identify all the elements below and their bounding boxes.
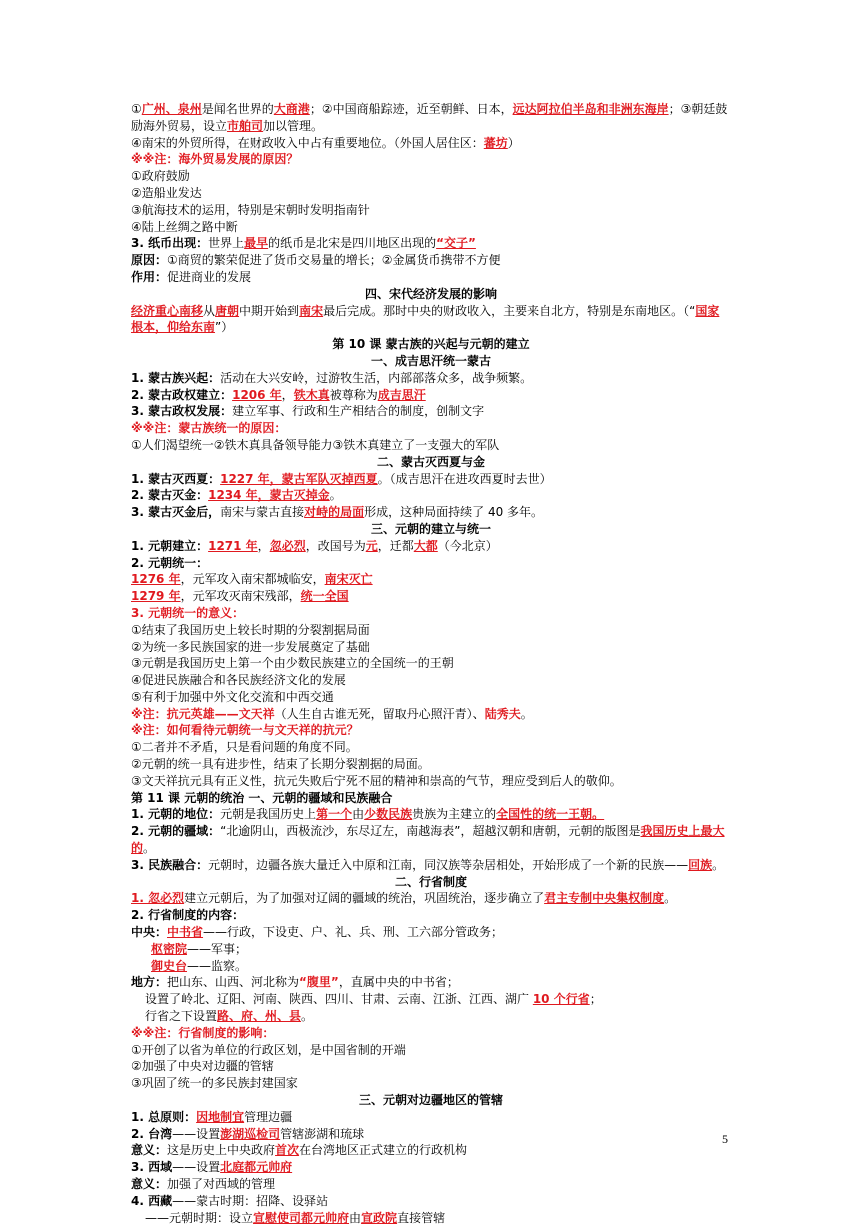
text-line bbox=[131, 303, 731, 337]
text-segment: ——行政，下设吏、户、礼、兵、刑、工六部分管政务； bbox=[203, 925, 504, 940]
text-segment: ； bbox=[589, 992, 602, 1007]
highlighted-text: 第一个 bbox=[316, 807, 353, 822]
text-line bbox=[131, 185, 731, 202]
highlighted-text: 2. 台湾 bbox=[131, 1126, 173, 1141]
highlighted-text: 经济重心南移 bbox=[131, 303, 204, 318]
text-segment: ③航海技术的运用，特别是宋朝时发明指南针 bbox=[131, 202, 370, 217]
highlighted-text: 地方： bbox=[131, 975, 168, 990]
text-segment: ①二者并不矛盾，只是看问题的角度不同。 bbox=[131, 740, 358, 755]
text-segment: ，直属中央的中书省； bbox=[338, 975, 459, 990]
text-segment: ， bbox=[257, 538, 270, 553]
text-line bbox=[131, 874, 731, 891]
text-segment: 元朝是我国历史上 bbox=[220, 807, 317, 822]
text-segment: ③元朝是我国历史上第一个由少数民族建立的全国统一的王朝 bbox=[131, 656, 454, 671]
text-segment: 直接管辖 bbox=[397, 1210, 446, 1225]
text-segment: 促进商业的发展 bbox=[167, 269, 252, 284]
text-segment: 管辖澎湖和琉球 bbox=[280, 1126, 365, 1141]
text-line bbox=[131, 689, 731, 706]
highlighted-text: 一、成吉思汗统一蒙古 bbox=[370, 353, 491, 368]
text-segment: 最后完成。那时中央的财政收入，主要来自北方，特别是东南地区。（“ bbox=[323, 303, 696, 318]
text-line bbox=[131, 437, 731, 454]
text-segment: 。 bbox=[712, 857, 725, 872]
text-segment: ③巩固了统一的多民族封建国家 bbox=[131, 1076, 298, 1091]
highlighted-text: 北庭都元帅府 bbox=[220, 1160, 293, 1175]
text-line bbox=[131, 571, 731, 588]
highlighted-text: 3. 元朝统一的意义： bbox=[131, 605, 245, 620]
text-line bbox=[131, 202, 731, 219]
highlighted-text: ※※注：海外贸易发展的原因？ bbox=[131, 152, 299, 167]
highlighted-text: 3. 蒙古政权发展： bbox=[131, 404, 233, 419]
text-line bbox=[131, 387, 731, 404]
text-segment: 在台湾地区正式建立的行政机构 bbox=[299, 1143, 468, 1158]
text-line bbox=[131, 168, 731, 185]
highlighted-text: ※注：如何看待元朝统一与文天祥的抗元？ bbox=[131, 723, 359, 738]
text-line bbox=[131, 941, 731, 958]
highlighted-text: 2. 蒙古政权建立： bbox=[131, 387, 233, 402]
highlighted-text: 中央： bbox=[131, 925, 168, 940]
text-line bbox=[131, 1109, 731, 1126]
page-number: 5 bbox=[722, 1132, 728, 1146]
highlighted-text: 国家根本，仰给东南 bbox=[131, 303, 720, 335]
highlighted-text: 宣政院 bbox=[361, 1210, 398, 1225]
text-segment: 的纸币是北宋是四川地区出现的 bbox=[268, 236, 437, 251]
text-segment: （人生自古谁无死，留取丹心照汗青）、 bbox=[274, 706, 485, 721]
highlighted-text: 意义： bbox=[131, 1143, 168, 1158]
text-segment: 建立元朝后，为了加强对辽阔的疆域的统治，巩固统治，逐步确立了 bbox=[184, 891, 545, 906]
text-line bbox=[131, 336, 731, 353]
highlighted-text: 成吉思汗 bbox=[377, 387, 426, 402]
text-segment: ，迁都 bbox=[377, 538, 414, 553]
text-line bbox=[131, 235, 731, 252]
highlighted-text: 南宋 bbox=[299, 303, 324, 318]
text-line bbox=[131, 924, 731, 941]
text-line bbox=[131, 521, 731, 538]
text-line bbox=[131, 974, 731, 991]
text-segment: ①结束了我国历史上较长时期的分裂割据局面 bbox=[131, 622, 370, 637]
text-segment: ——设置 bbox=[172, 1126, 221, 1141]
text-line bbox=[131, 1142, 731, 1159]
highlighted-text: ※注：抗元英雄——文天祥 bbox=[131, 706, 275, 721]
document-page bbox=[131, 101, 731, 1226]
text-segment: ，改国号为 bbox=[305, 538, 366, 553]
text-segment: ④陆上丝绸之路中断 bbox=[131, 219, 238, 234]
highlighted-text: 10 个行省 bbox=[532, 992, 590, 1007]
highlighted-text: 三、元朝的建立与统一 bbox=[370, 521, 491, 536]
highlighted-text: “腹里” bbox=[299, 975, 339, 990]
text-segment: 由 bbox=[352, 807, 365, 822]
text-line bbox=[131, 286, 731, 303]
text-segment: 。 bbox=[329, 488, 342, 503]
text-line bbox=[131, 907, 731, 924]
highlighted-text: 首次 bbox=[275, 1143, 300, 1158]
text-line bbox=[131, 219, 731, 236]
highlighted-text: “交子” bbox=[436, 236, 476, 251]
highlighted-text: 第 11 课 元朝的统治 一、元朝的疆域和民族融合 bbox=[131, 790, 393, 805]
text-line bbox=[131, 1193, 731, 1210]
highlighted-text: 铁木真 bbox=[293, 387, 330, 402]
text-line bbox=[131, 672, 731, 689]
highlighted-text: 我国历史上最大的 bbox=[131, 824, 725, 856]
text-line bbox=[131, 269, 731, 286]
highlighted-text: 对峙的局面 bbox=[304, 505, 365, 520]
text-segment: ②造船业发达 bbox=[131, 185, 202, 200]
text-line bbox=[131, 487, 731, 504]
highlighted-text: 南宋灭亡 bbox=[324, 572, 373, 587]
text-segment: ， bbox=[281, 387, 294, 402]
text-segment: （今北京） bbox=[437, 538, 498, 553]
text-line bbox=[131, 1159, 731, 1176]
text-segment: 这是历史上中央政府 bbox=[167, 1143, 276, 1158]
highlighted-text: 大商港 bbox=[273, 102, 310, 116]
text-segment: ①商贸的繁荣促进了货币交易量的增长；②金属货币携带不方便 bbox=[167, 253, 501, 268]
highlighted-text: 1271 年 bbox=[208, 538, 258, 553]
text-segment: ⑤有利于加强中外文化交流和中西交通 bbox=[131, 689, 334, 704]
text-line bbox=[131, 1025, 731, 1042]
text-segment: ） bbox=[507, 135, 520, 150]
text-segment: 。（成吉思汗在进攻西夏时去世） bbox=[377, 471, 552, 486]
highlighted-text: 2. 蒙古灭金： bbox=[131, 488, 209, 503]
highlighted-text: 因地制宜 bbox=[196, 1109, 245, 1124]
highlighted-text: 中书省 bbox=[167, 925, 204, 940]
text-segment: ④促进民族融合和各民族经济文化的发展 bbox=[131, 673, 346, 688]
highlighted-text: 1. 蒙古族兴起： bbox=[131, 370, 221, 385]
highlighted-text: 3. 蒙古灭金后， bbox=[131, 505, 221, 520]
text-segment: 元朝时，边疆各族大量迁入中原和江南，同汉族等杂居相处，开始形成了一个新的民族—— bbox=[208, 857, 689, 872]
highlighted-text: 全国性的统一王朝。 bbox=[496, 807, 605, 822]
text-segment: 加强了对西域的管理 bbox=[167, 1177, 276, 1191]
highlighted-text: 1. 总原则： bbox=[131, 1109, 197, 1124]
highlighted-text: 1234 年，蒙古灭掉金 bbox=[208, 488, 330, 503]
text-segment: ①政府鼓励 bbox=[131, 169, 190, 184]
highlighted-text: 二、蒙古灭西夏与金 bbox=[376, 454, 485, 469]
text-segment: ① bbox=[131, 102, 142, 116]
text-segment: ——监察。 bbox=[187, 958, 248, 973]
text-segment: 活动在大兴安岭，过游牧生活，内部部落众多，战争频繁。 bbox=[220, 370, 533, 385]
highlighted-text: 1. 忽必烈 bbox=[131, 891, 185, 906]
text-line bbox=[131, 639, 731, 656]
highlighted-text: 枢密院 bbox=[151, 941, 188, 956]
text-line bbox=[131, 605, 731, 622]
text-line bbox=[131, 806, 731, 823]
text-segment: ，元军攻灭南宋残部， bbox=[180, 589, 301, 604]
text-segment: ——蒙古时期：招降、设驿站 bbox=[172, 1193, 329, 1208]
text-segment: ；③朝廷鼓励海外贸易，设立 bbox=[131, 102, 728, 133]
text-line bbox=[131, 706, 731, 723]
text-segment: ——军事； bbox=[187, 941, 248, 956]
text-line bbox=[131, 370, 731, 387]
highlighted-text: 市舶司 bbox=[227, 118, 264, 133]
text-segment: 被尊称为 bbox=[329, 387, 378, 402]
text-segment: “北逾阴山，西极流沙，东尽辽左，南越海表”，超越汉朝和唐朝，元朝的版图是 bbox=[220, 824, 641, 839]
text-segment: 世界上 bbox=[208, 236, 245, 251]
text-line bbox=[131, 890, 731, 907]
text-line bbox=[131, 135, 731, 152]
highlighted-text: 四、宋代经济发展的影响 bbox=[364, 286, 497, 301]
text-line bbox=[131, 722, 731, 739]
text-line bbox=[131, 504, 731, 521]
highlighted-text: 蕃坊 bbox=[483, 135, 508, 150]
text-segment: 南宋与蒙古直接 bbox=[220, 505, 305, 520]
highlighted-text: 二、行省制度 bbox=[394, 874, 467, 889]
highlighted-text: 作用： bbox=[131, 269, 168, 284]
highlighted-text: 原因： bbox=[131, 253, 168, 268]
text-line bbox=[131, 739, 731, 756]
highlighted-text: 澎湖巡检司 bbox=[220, 1126, 281, 1141]
text-line bbox=[131, 622, 731, 639]
highlighted-text: 回族 bbox=[688, 857, 713, 872]
text-segment: ③文天祥抗元具有正义性，抗元失败后宁死不屈的精神和崇高的气节，理应受到后人的敬仰。 bbox=[131, 773, 622, 788]
highlighted-text: 1. 蒙古灭西夏： bbox=[131, 471, 221, 486]
highlighted-text: 2. 元朝统一： bbox=[131, 555, 209, 570]
highlighted-text: 三、元朝对边疆地区的管辖 bbox=[358, 1093, 503, 1108]
text-line bbox=[131, 1126, 731, 1143]
text-line bbox=[131, 101, 731, 135]
text-line bbox=[131, 454, 731, 471]
highlighted-text: 3. 纸币出现： bbox=[131, 236, 209, 251]
text-line bbox=[131, 857, 731, 874]
text-segment: ①人们渴望统一②铁木真具备领导能力③铁木真建立了一支强大的军队 bbox=[131, 437, 500, 452]
text-segment: 。 bbox=[664, 891, 677, 906]
text-line bbox=[131, 823, 731, 857]
highlighted-text: 2. 行省制度的内容： bbox=[131, 908, 245, 923]
text-segment: 。 bbox=[301, 1009, 314, 1024]
highlighted-text: 1227 年，蒙古军队灭掉西夏 bbox=[220, 471, 378, 486]
text-line bbox=[131, 538, 731, 555]
highlighted-text: 1276 年 bbox=[131, 572, 181, 587]
highlighted-text: 1. 元朝的地位： bbox=[131, 807, 221, 822]
highlighted-text: 唐朝 bbox=[215, 303, 240, 318]
highlighted-text: 远达阿拉伯半岛和非洲东海岸 bbox=[512, 102, 669, 116]
highlighted-text: 1. 元朝建立： bbox=[131, 538, 209, 553]
text-segment: 贵族为主建立的 bbox=[412, 807, 497, 822]
text-segment: ②为统一多民族国家的进一步发展奠定了基础 bbox=[131, 639, 370, 654]
text-line bbox=[131, 655, 731, 672]
highlighted-text: 1279 年 bbox=[131, 589, 181, 604]
text-line bbox=[131, 1058, 731, 1075]
text-line bbox=[131, 1092, 731, 1109]
text-line bbox=[131, 353, 731, 370]
text-segment: 形成，这种局面持续了 40 多年。 bbox=[364, 505, 544, 520]
text-line bbox=[131, 588, 731, 605]
text-segment: ①开创了以省为单位的行政区划，是中国省制的开端 bbox=[131, 1042, 406, 1057]
highlighted-text: 元 bbox=[365, 538, 378, 553]
text-segment: 中期开始到 bbox=[239, 303, 300, 318]
text-segment: ——元朝时期：设立 bbox=[145, 1210, 254, 1225]
text-segment: 从 bbox=[203, 303, 216, 318]
highlighted-text: ※※注：蒙古族统一的原因： bbox=[131, 421, 287, 436]
text-segment: 管理边疆 bbox=[244, 1109, 293, 1124]
highlighted-text: 统一全国 bbox=[300, 589, 349, 604]
text-line bbox=[131, 756, 731, 773]
text-line bbox=[131, 555, 731, 572]
highlighted-text: ※※注：行省制度的影响： bbox=[131, 1025, 275, 1040]
highlighted-text: 广州、泉州 bbox=[141, 102, 202, 116]
text-segment: ，元军攻入南宋都城临安， bbox=[180, 572, 325, 587]
highlighted-text: 少数民族 bbox=[364, 807, 413, 822]
highlighted-text: 宣慰使司都元帅府 bbox=[253, 1210, 350, 1225]
highlighted-text: 大都 bbox=[413, 538, 438, 553]
text-segment: ”） bbox=[215, 320, 234, 335]
text-line bbox=[131, 1210, 731, 1226]
text-line bbox=[131, 958, 731, 975]
text-segment: ②元朝的统一具有进步性，结束了长期分裂割据的局面。 bbox=[131, 757, 430, 772]
text-segment: 。 bbox=[520, 706, 533, 721]
text-segment: 加以管理。 bbox=[263, 118, 324, 133]
text-line bbox=[131, 1075, 731, 1092]
highlighted-text: 陆秀夫 bbox=[484, 706, 521, 721]
text-segment: 设置了岭北、辽阳、河南、陕西、四川、甘肃、云南、江浙、江西、湖广 bbox=[145, 992, 533, 1007]
text-line bbox=[131, 420, 731, 437]
highlighted-text: 3. 西域 bbox=[131, 1160, 173, 1175]
highlighted-text: 君主专制中央集权制度 bbox=[544, 891, 665, 906]
text-segment: ④南宋的外贸所得，在财政收入中占有重要地位。（外国人居住区： bbox=[131, 135, 484, 150]
text-line bbox=[131, 252, 731, 269]
highlighted-text: 御史台 bbox=[151, 958, 188, 973]
highlighted-text: 意义： bbox=[131, 1177, 168, 1191]
text-segment: 把山东、山西、河北称为 bbox=[167, 975, 300, 990]
highlighted-text: 最早 bbox=[244, 236, 269, 251]
text-line bbox=[131, 471, 731, 488]
text-line bbox=[131, 773, 731, 790]
highlighted-text: 2. 元朝的疆域： bbox=[131, 824, 221, 839]
text-segment: 由 bbox=[349, 1210, 362, 1225]
text-segment: 行省之下设置 bbox=[145, 1009, 218, 1024]
text-segment: 。 bbox=[143, 841, 156, 856]
text-segment: 建立军事、行政和生产相结合的制度，创制文字 bbox=[232, 404, 485, 419]
highlighted-text: 忽必烈 bbox=[269, 538, 306, 553]
highlighted-text: 1206 年 bbox=[232, 387, 282, 402]
highlighted-text: 4. 西藏 bbox=[131, 1193, 173, 1208]
text-line bbox=[131, 790, 731, 807]
text-segment: ——设置 bbox=[172, 1160, 221, 1175]
text-line bbox=[131, 1042, 731, 1059]
highlighted-text: 第 10 课 蒙古族的兴起与元朝的建立 bbox=[332, 337, 530, 352]
text-line bbox=[131, 1008, 731, 1025]
text-segment: ；②中国商船踪迹，近至朝鲜、日本， bbox=[309, 102, 513, 116]
highlighted-text: 路、府、州、县 bbox=[217, 1009, 302, 1024]
highlighted-text: 3. 民族融合： bbox=[131, 857, 209, 872]
text-line bbox=[131, 1176, 731, 1193]
text-segment: ②加强了中央对边疆的管辖 bbox=[131, 1059, 274, 1074]
text-line bbox=[131, 403, 731, 420]
text-line bbox=[131, 991, 731, 1008]
text-segment: 是闻名世界的 bbox=[201, 102, 274, 116]
text-line bbox=[131, 151, 731, 168]
